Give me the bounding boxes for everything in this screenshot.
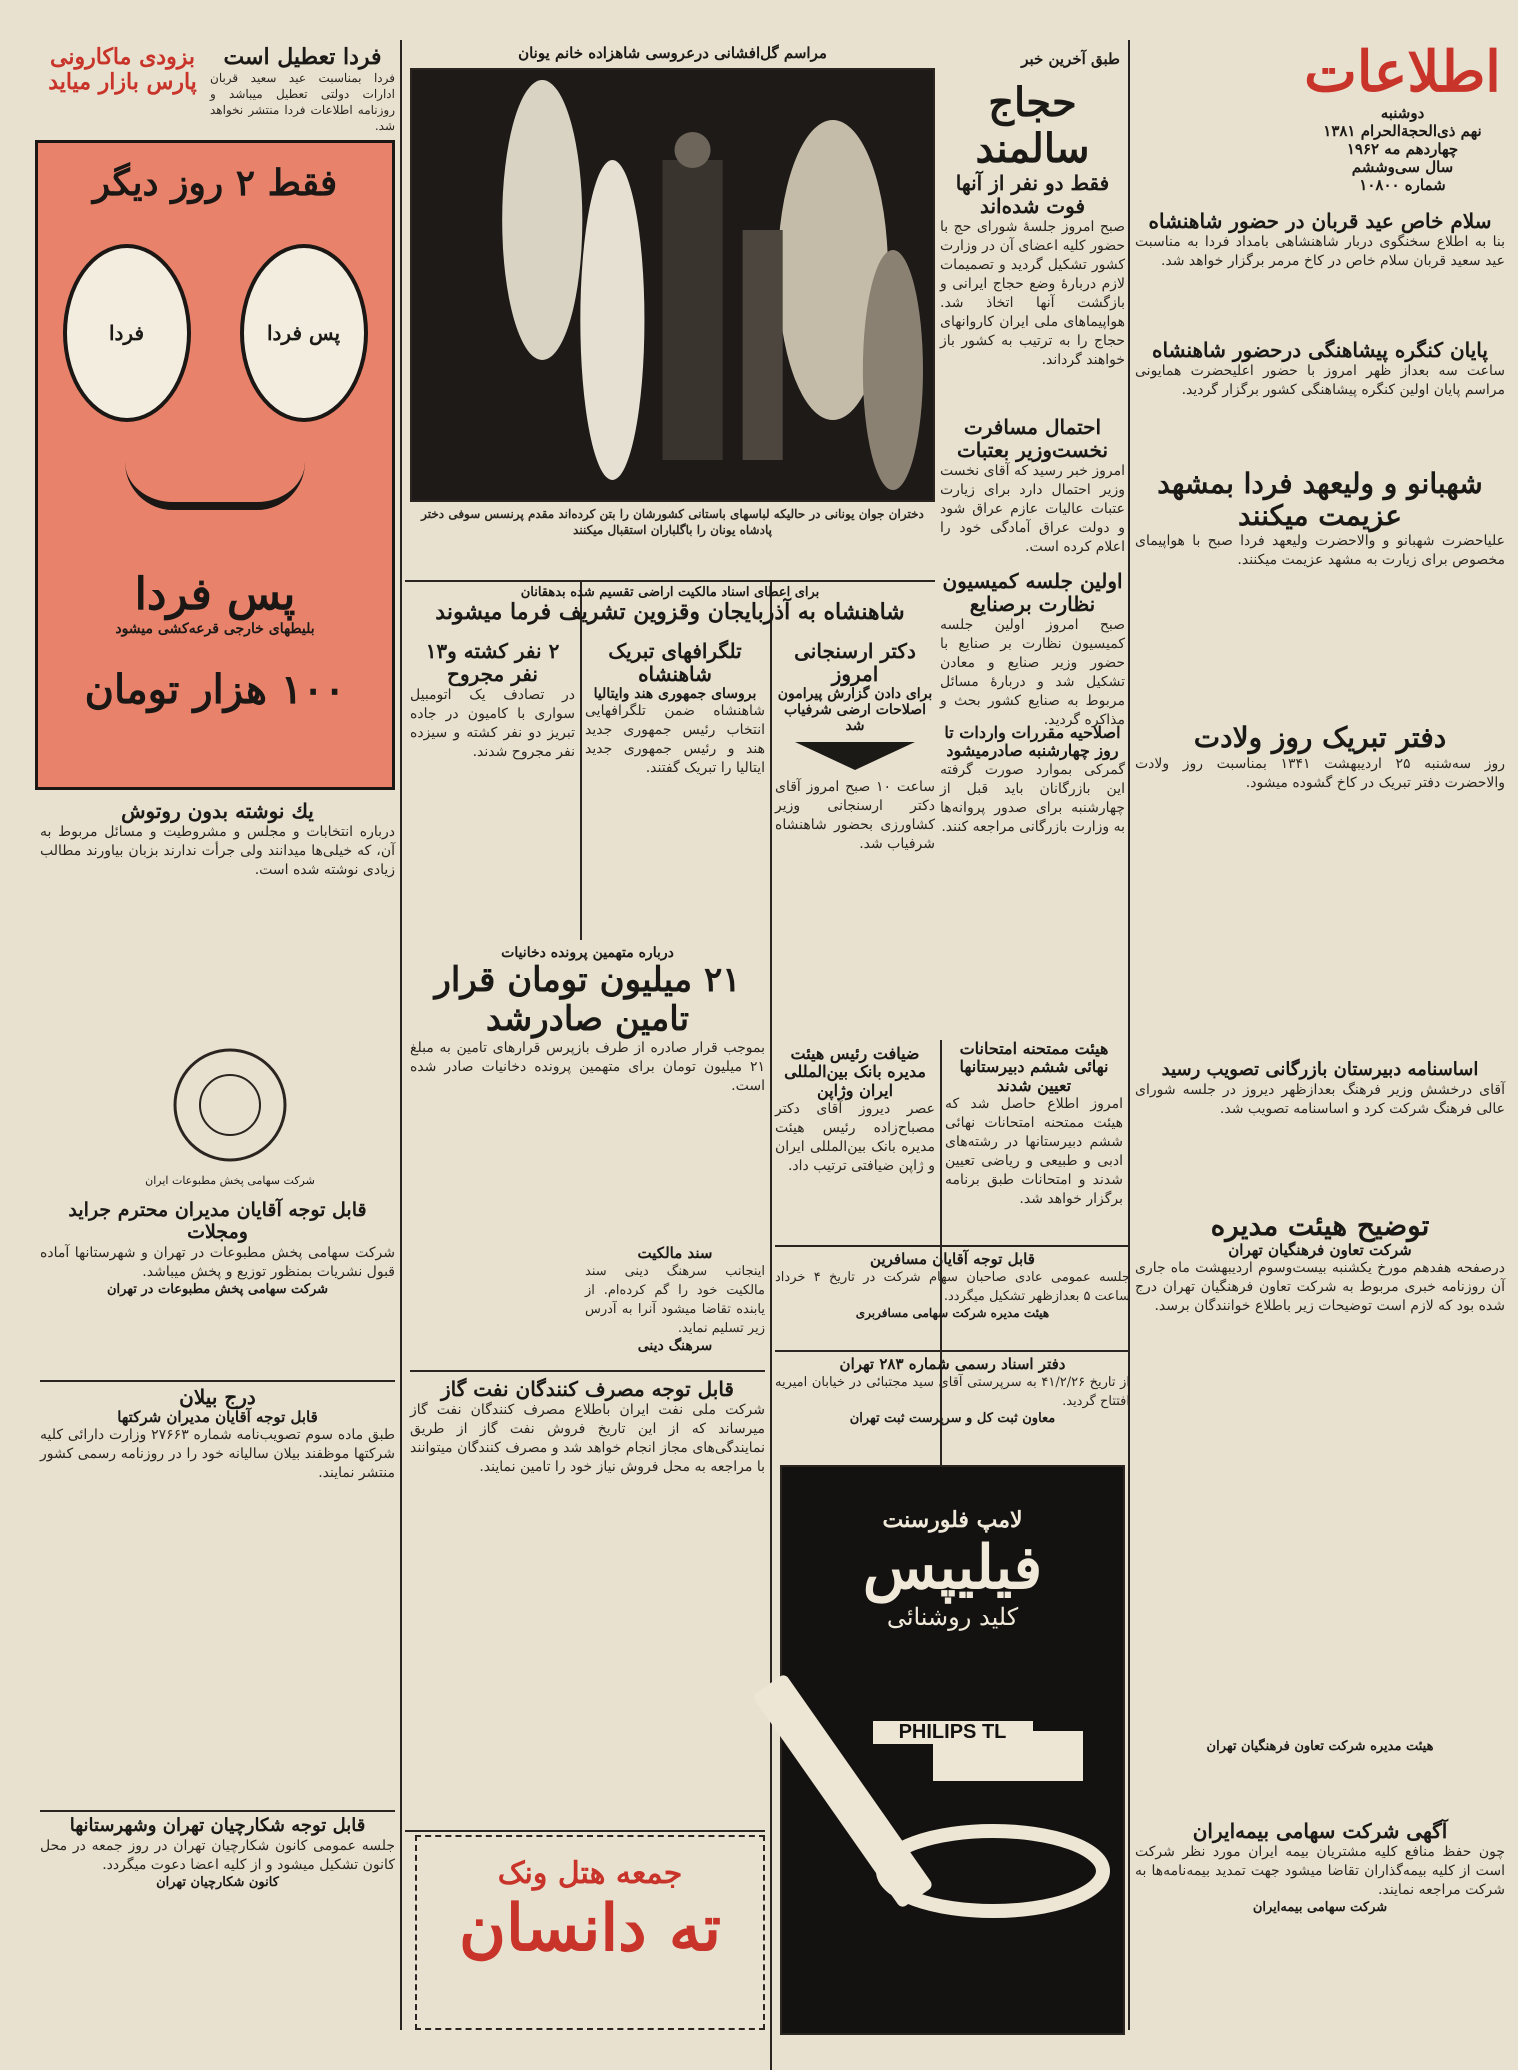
masthead bbox=[1300, 40, 1505, 210]
story-headline: اولین جلسه کمیسیون نظارت برصنایع bbox=[942, 569, 1123, 616]
lottery-bottom1: پس فردا bbox=[134, 569, 296, 621]
registry-body: از تاریخ ۴۱/۲/۲۶ به سرپرستی آقای سید مجتبائی در خیابان امیریه افتتاح گردید. bbox=[775, 1375, 1130, 1410]
holiday-body: فردا بمناسبت عید سعید قربان ادارات دولتی تعطیل میباشد و روزنامه اطلاعات فردا منتشر نخواهد شد. bbox=[210, 71, 395, 134]
board-note bbox=[1135, 1210, 1505, 1810]
section-rule bbox=[405, 580, 935, 582]
top-kicker bbox=[940, 50, 1120, 78]
insurance-sign: شرکت سهامی بیمه‌ایران bbox=[1252, 1900, 1388, 1915]
hotel-ad-line2: ته دانسان bbox=[458, 1890, 722, 1966]
story-headline: تلگرافهای تبریک شاهنشاه bbox=[608, 639, 742, 686]
masthead-date-hijri: نهم ذی‌الحجة‌الحرام ۱۳۸۱ bbox=[1323, 122, 1482, 141]
balance-body: طبق ماده سوم تصویب‌نامه شماره ۲۷۶۶۳ وزارت دارائی کلیه شرکتها موظفند بیلان سالیانه خود را در روزنامه رسمی کشور منتشر نمایند. bbox=[40, 1427, 395, 1482]
story-sub: بروسای جمهوری هند وایتالیا bbox=[593, 686, 757, 702]
photo-story bbox=[410, 45, 935, 570]
photo-caption: دختران جوان یونانی در حالیکه لباسهای باستانی کشورشان را بتن کرده‌اند مقدم پرنسس سوفی دختر پادشاه یونان را باگلباران استقبال میکنند bbox=[421, 507, 924, 538]
gas-notice bbox=[410, 1370, 765, 1825]
lottery-prize: ۱۰۰ هزار تومان bbox=[84, 665, 346, 713]
hotel-ad bbox=[415, 1835, 765, 2030]
travel-sign: هیئت مدیره شرکت سهامی مسافربری bbox=[855, 1306, 1050, 1321]
exam-final bbox=[945, 1039, 1123, 1208]
travel-notice bbox=[775, 1245, 1130, 1345]
story-body: بنا به اطلاع سخنگوی دربار شاهنشاهی بامداد فردا به مناسبت عید سعید قربان سلام خاص در کاخ مرمر برگزار خواهد شد. bbox=[1135, 234, 1505, 269]
board-note-title: توضیح هیئت مدیره bbox=[1210, 1209, 1430, 1242]
arrow-down-icon bbox=[795, 742, 915, 770]
press-notice-title: قابل توجه آقایان مدیران محترم جراید ومجلات bbox=[68, 1199, 367, 1243]
land-reform-kicker: برای اعطای اسناد مالکیت اراضی تقسیم شده بدهقانان bbox=[520, 585, 820, 600]
press-notice-sign: شرکت سهامی پخش مطبوعات در تهران bbox=[106, 1281, 329, 1297]
tobacco-kicker: درباره متهمین پرونده دخانیات bbox=[501, 945, 674, 961]
story-headline: سلام خاص عید قربان در حضور شاهنشاه bbox=[1148, 209, 1492, 233]
story-headline: ضیافت رئیس هیئت مدیره بانک بین‌المللی ایران وژاپن bbox=[784, 1044, 926, 1100]
lead-primary bbox=[940, 80, 1125, 1030]
lottery-top: فقط ۲ روز دیگر bbox=[92, 162, 338, 204]
balance-sub: قابل توجه آقایان مدیران شرکتها bbox=[117, 1408, 318, 1426]
teachers-notice bbox=[1135, 1060, 1505, 1200]
eye-icon bbox=[63, 244, 191, 422]
philips-ad-line2: کلید روشنائی bbox=[886, 1603, 1019, 1631]
board-note-sub: شرکت تعاون فرهنگیان تهران bbox=[1228, 1241, 1412, 1260]
travel-title: قابل توجه آقایان مسافرین bbox=[870, 1250, 1035, 1268]
press-notice-body: شرکت سهامی پخش مطبوعات در تهران و شهرستانها آماده قبول نشریات بمنظور توزیع و پخش میباشد. bbox=[40, 1244, 395, 1280]
wedding-photo bbox=[410, 68, 935, 502]
philips-ad-brand: فیلیپس bbox=[862, 1533, 1043, 1603]
registry-sign: معاون ثبت کل و سرپرست ثبت تهران bbox=[849, 1411, 1056, 1427]
mouth-icon bbox=[125, 462, 305, 510]
hunters-body: جلسه عمومی کانون شکارچیان تهران در روز جمعه در محل کانون تشکیل میشود و از کلیه اعضا دعوت میگردد. bbox=[40, 1837, 395, 1873]
column-rule bbox=[1128, 40, 1130, 2030]
gas-notice-body: شرکت ملی نفت ایران باطلاع مصرف کنندگان نفت گاز میرساند که از این تاریخ فروش نفت گاز از طریق نمایندگی‌های مجاز انجام خواهد شد و مصرف کنندگان میتوانند با مراجعه به محل فروش نیاز خود را تامین نمایند. bbox=[410, 1402, 765, 1475]
eye-icon bbox=[240, 244, 368, 422]
lottery-bottom2: بلیطهای خارجی قرعه‌کشی میشود bbox=[115, 620, 315, 637]
hunters-sign: کانون شکارچیان تهران bbox=[156, 1874, 279, 1890]
story-body: گمرکی بموارد صورت گرفته این بازرگانان باید قبل از چهارشنبه برای صدور پروانه‌ها به وزارت بازرگانی مراجعه کنند. bbox=[940, 761, 1125, 835]
story-headline: اصلاحیه مقررات واردات تا روز چهارشنبه صادرمیشود bbox=[944, 723, 1121, 761]
gas-notice-title: قابل توجه مصرف کنندگان نفت گاز bbox=[441, 1377, 734, 1401]
philips-ad-line1: لامپ فلورسنت bbox=[882, 1507, 1023, 1533]
lost-doc-body: اینجانب سرهنگ دینی سند مالکیت خود را گم کرده‌ام. از یابنده تقاضا میشود آنرا به آدرس زیر تسلیم نماید. bbox=[585, 1264, 765, 1337]
pasta-ad-text: بزودی ماکارونی پارس بازار میاید bbox=[48, 44, 197, 96]
board-note-sign: هیئت مدیره شرکت تعاون فرهنگیان تهران bbox=[1206, 1739, 1434, 1755]
story-headline: ۲ نفر کشته و۱۳ نفر مجروح bbox=[425, 639, 560, 686]
story-body: علیاحضرت شهبانو و والاحضرت ولیعهد فردا صبح با هواپیمای مخصوص برای زیارت به مشهد عزیمت میکنند. bbox=[1135, 533, 1505, 569]
story-sub: برای دادن گزارش پیرامون اصلاحات ارضی شرفیاب شد bbox=[777, 686, 933, 735]
story-body: امروز خبر رسید که آقای نخست وزیر احتمال دارد برای زیارت عتبات عالیات عازم عراق شود و دولت عراق آمادگی خود را اعلام کرده است. bbox=[940, 463, 1125, 555]
fluorescent-lamp-icon bbox=[783, 1641, 1123, 1941]
story-headline: اساسنامه دبیرستان بازرگانی تصویب رسید bbox=[1161, 1059, 1479, 1080]
tobacco-headline: ۲۱ میلیون تومان قرار bbox=[434, 960, 741, 1000]
lost-doc-title: سند مالکیت bbox=[637, 1244, 713, 1262]
reform-story bbox=[775, 640, 935, 1040]
hunters-notice bbox=[40, 1810, 395, 2030]
registry-title: دفتر اسناد رسمی شماره ۲۸۳ تهران bbox=[839, 1355, 1066, 1373]
holiday-title: فردا تعطیل است bbox=[223, 44, 382, 70]
wedding-photo-art bbox=[412, 70, 933, 500]
tobacco-headline-2: تامین صادرشد bbox=[485, 999, 690, 1040]
story-headline: دفتر تبریک روز ولادت bbox=[1193, 721, 1447, 755]
philips-ad bbox=[780, 1465, 1125, 2035]
story-body: در تصادف یک اتومبیل سواری با کامیون در جاده تبریز دو نفر کشته و سیزده نفر مجروح شدند. bbox=[410, 687, 575, 760]
story-body: درباره انتخابات و مجلس و مشروطیت و مسائل مربوط به آن، که خیلی‌ها میدانند ولی جرأت ندارند بزبان بیاورند مطالب زیادی نوشته شده است. bbox=[40, 824, 395, 878]
balance-notice bbox=[40, 1380, 395, 1800]
insurance-body: چون حفظ منافع کلیه مشتریان بیمه ایران مورد نظر شرکت است از کلیه بیمه‌گذاران تقاضا میشود جهت تمدید بیمه‌نامه‌ها به شرکت مراجعه نمایند. bbox=[1135, 1844, 1505, 1898]
land-reform bbox=[410, 585, 930, 635]
eyes-row bbox=[38, 244, 392, 422]
injured-story bbox=[410, 640, 575, 940]
tobacco-story bbox=[410, 945, 765, 1245]
story-headline: دکتر ارسنجانی امروز bbox=[794, 639, 916, 686]
unsigned-story bbox=[40, 800, 395, 1030]
story-headline: هیئت ممتحنه امتحانات نهائی ششم دبیرستانها تعیین شدند bbox=[959, 1039, 1109, 1095]
philips-ad-label: PHILIPS TL bbox=[873, 1721, 1033, 1744]
registry-notice bbox=[775, 1350, 1130, 1460]
masthead-title: اطلاعات bbox=[1304, 39, 1501, 105]
telegrams-story bbox=[585, 640, 765, 940]
lost-doc-sign: سرهنگ دینی bbox=[637, 1338, 713, 1355]
lead-subtitle: فقط دو نفر از آنها فوت شده‌اند bbox=[955, 171, 1110, 218]
photo-kicker: مراسم گل‌افشانی درعروسی شاهزاده خانم یونان bbox=[518, 44, 827, 62]
story-headline: شهبانو و ولیعهد فردا بمشهد عزیمت میکنند bbox=[1157, 467, 1483, 533]
eye-right-label: پس فردا bbox=[266, 321, 341, 346]
lead-headline: حجاج سالمند bbox=[975, 79, 1090, 172]
pasta-ad bbox=[40, 45, 205, 135]
column-rule bbox=[400, 40, 402, 2030]
story-body: امروز اطلاع حاصل شد که هیئت ممتحنه امتحانات نهائی ششم دبیرستانها در رشته‌های ادبی و طبیعی و ریاضی تعیین شدند و امتحانات طبق برنامه برگزار خواهد شد. bbox=[945, 1096, 1123, 1208]
story-body: صبح امروز اولین جلسه کمیسیون نظارت بر صنایع با حضور وزیر صنایع و معادن تشکیل شد و دربارهٔ مسائل مربوط به صنایع کشور بحث و مذاکره گردید. bbox=[940, 617, 1125, 728]
insurance-title: آگهی شرکت سهامی بیمه‌ایران bbox=[1192, 1819, 1448, 1843]
travel-body: جلسه عمومی عادی صاحبان سهام شرکت در تاریخ ۴ خرداد ساعت ۵ بعدازظهر تشکیل میگردد. bbox=[775, 1270, 1131, 1305]
story-body: ساعت ۱۰ صبح امروز آقای دکتر ارسنجانی وزیر کشاورزی بحضور شاهنشاه شرفیاب شد. bbox=[775, 779, 935, 853]
emblem bbox=[130, 1040, 330, 1190]
column-rule bbox=[770, 580, 772, 2070]
story-body: روز سه‌شنبه ۲۵ اردیبهشت ۱۳۴۱ بمناسبت روز ولادت والاحضرت دفتر تبریک در کاخ گشوده میشود. bbox=[1135, 755, 1505, 791]
emblem-label: شرکت سهامی پخش مطبوعات ایران bbox=[145, 1174, 315, 1187]
lost-doc bbox=[585, 1245, 765, 1365]
masthead-day: دوشنبه bbox=[1380, 104, 1425, 123]
top-kicker-text: طبق آخرین خبر bbox=[1021, 50, 1120, 68]
story-body: عصر دیروز آقای دکتر مصباح‌زاده رئیس هیئت مدیره بانک بین‌المللی ایران و ژاپن ضیافتی ترتیب داد. bbox=[775, 1101, 935, 1175]
holiday-notice bbox=[210, 45, 395, 145]
lottery-ad bbox=[35, 140, 395, 790]
right-column bbox=[1135, 210, 1505, 1050]
hunters-title: قابل توجه شکارچیان تهران وشهرستانها bbox=[69, 1815, 366, 1836]
press-notice bbox=[40, 1200, 395, 1370]
story-headline: یك نوشته بدون روتوش bbox=[121, 799, 314, 823]
bank-story bbox=[775, 1045, 935, 1235]
press-emblem-icon bbox=[130, 1040, 330, 1170]
story-body: آقای درخشش وزیر فرهنگ بعدازظهر دیروز در جلسه شورای عالی فرهنگ شرکت کرد و اساسنامه تصویب شد. bbox=[1135, 1081, 1505, 1117]
bank-extra bbox=[410, 1245, 580, 1365]
story-headline: احتمال مسافرت نخست‌وزیر بعتبات bbox=[956, 415, 1109, 462]
insurance-notice bbox=[1135, 1820, 1505, 2030]
story-body: شاهنشاه ضمن تلگرافهایی انتخاب رئیس جمهوری جدید هند و رئیس جمهوری جدید ایتالیا را تبریک گفتند. bbox=[585, 703, 765, 777]
board-note-body: درصفحه هفدهم مورخ یکشنبه بیست‌وسوم اردیبهشت ماه جاری آن روزنامه خبری مربوط به شرکت تعاون فرهنگیان تهران درج شده بود که لازم است توضیحات زیر باطلاع خوانندگان برسد. bbox=[1135, 1260, 1505, 1315]
masthead-issue: شماره ۱۰۸۰۰ bbox=[1359, 176, 1446, 195]
land-reform-headline: شاهنشاه به آذربایجان وقزوین تشریف فرما میشوند bbox=[435, 599, 905, 625]
masthead-year: سال سی‌وششم bbox=[1351, 158, 1454, 177]
story-headline: پایان کنگره پیشاهنگی درحضور شاهنشاه bbox=[1152, 338, 1488, 362]
lead-body: صبح امروز جلسهٔ شورای حج با حضور کلیه اعضای آن در وزارت کشور تشکیل گردید و تصمیمات لازم دربارهٔ وضع حجاج ایرانی و بازگشت آنها اتخاذ شد. هواپیماهای ملی ایران کاروانهای حجاج را به ترتیب به کشور باز خواهند گرداند. bbox=[940, 219, 1125, 368]
eye-left-label: فردا bbox=[108, 321, 145, 346]
masthead-date-gregorian: چهاردهم مه ۱۹۶۲ bbox=[1346, 140, 1459, 159]
balance-title: درج بیلان bbox=[179, 1385, 256, 1409]
section-rule bbox=[405, 1830, 765, 1832]
story-body: بموجب قرار صادره از طرف بازپرس قرارهای تامین به مبلغ ۲۱ میلیون تومان برای متهمین پرونده دخانیات صادر شده است. bbox=[410, 1040, 765, 1095]
hotel-ad-line1: جمعه هتل ونک bbox=[497, 1856, 683, 1891]
story-body: ساعت سه بعداز ظهر امروز با حضور اعلیحضرت همایونی مراسم پایان اولین کنگره پیشاهنگی کشور برگزار گردید. bbox=[1135, 363, 1505, 398]
